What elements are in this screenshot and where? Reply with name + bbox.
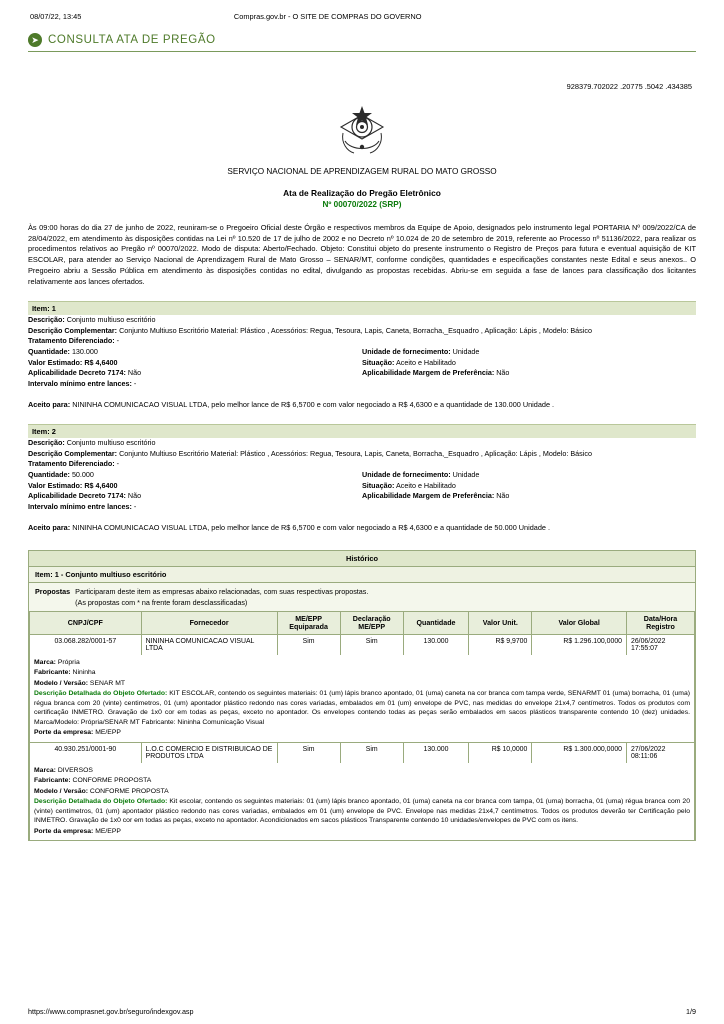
- item-header: Item: 1: [28, 301, 696, 315]
- cell-data-hora: 27/06/2022 08:11:06: [626, 742, 694, 763]
- item-intervalo: [28, 379, 696, 389]
- propostas-table: [29, 612, 695, 841]
- item-aceito-label: Aceito para:: [28, 399, 71, 409]
- item-intervalo-value: -: [133, 379, 137, 389]
- item-margem-label: Aplicabilidade Margem de Preferência:: [362, 368, 495, 378]
- historico-section: [28, 550, 696, 842]
- porte-label: Porte da empresa:: [34, 827, 94, 835]
- table-header-row: [30, 612, 695, 635]
- item-tratamento-label: Tratamento Diferenciado:: [28, 336, 115, 346]
- item-quantidade-row: [28, 470, 696, 481]
- descricao-detalhada-value: Kit escolar, contendo os seguintes materiais: 01 (um) lápis branco apontado, 01 (uma) caneta na cor branca com tampa, 01 (uma) borracha, 01 (uma) régua branca com 20 (vinte) centímetros, 01 (um) apontador plástico redondo nas cores variadas, embalados em 01 (um) envelope de PVC. Envelope nas medidas 21x4,7 centímetros. Todos os produtos deverão ter Certificação pelo INMETRO. Gravação de 1x0 cor em todas as peças, exceto no apontador. Acondicionados em sacos plásticos Transparente contendo 10 unidades/envelopes de PVC com os itens.: [34, 798, 690, 825]
- col-valor-global: Valor Global: [532, 612, 627, 635]
- banner-title: CONSULTA ATA DE PREGÃO: [48, 34, 216, 46]
- cell-fornecedor: L.O.C COMERCIO E DISTRIBUICAO DE PRODUTOS LTDA: [141, 742, 277, 763]
- col-declaracao-me-epp: Declaração ME/EPP: [340, 612, 403, 635]
- print-header: [28, 12, 696, 29]
- item-quantidade-label: Quantidade:: [28, 469, 70, 479]
- modelo-value: SENAR MT: [89, 679, 126, 687]
- cell-valor-global: R$ 1.296.100,0000: [532, 634, 627, 655]
- propostas-subtext: (As propostas com * na frente foram desclassificadas): [75, 597, 248, 607]
- cell-quantidade: 130.000: [403, 742, 469, 763]
- footer-page-number: 1/9: [686, 1007, 696, 1016]
- modelo-label: Modelo / Versão:: [34, 679, 89, 687]
- col-valor-unit: Valor Unit.: [469, 612, 532, 635]
- item-decreto-value: Não: [127, 368, 142, 378]
- cell-data-hora: 26/06/2022 17:55:07: [626, 634, 694, 655]
- page-footer: [28, 1003, 696, 1016]
- historico-title: Histórico: [29, 551, 695, 567]
- descricao-detalhada-label: Descrição Detalhada do Objeto Ofertado:: [34, 798, 168, 806]
- item-desc-complementar-label: Descrição Complementar:: [28, 325, 118, 335]
- consulta-banner: [28, 29, 696, 52]
- print-datetime: 08/07/22, 13:45: [30, 12, 82, 21]
- col-data-hora: Data/Hora Registro: [626, 612, 694, 635]
- fabricante-label: Fabricante:: [34, 669, 71, 677]
- item-situacao-label: Situação:: [362, 480, 395, 490]
- descricao-detalhada-label: Descrição Detalhada do Objeto Ofertado:: [34, 690, 168, 698]
- item-aceito: [28, 400, 696, 411]
- item-tratamento-label: Tratamento Diferenciado:: [28, 459, 115, 469]
- cell-cnpj: 40.930.251/0001-90: [30, 742, 142, 763]
- item-tratamento-value: -: [116, 459, 120, 469]
- item-margem-value: Não: [496, 491, 510, 501]
- item-valor-estimado-value: R$ 4,6400: [84, 480, 118, 490]
- fabricante-label: Fabricante:: [34, 777, 71, 785]
- item-situacao-label: Situação:: [362, 357, 395, 367]
- item-aceito-text: NININHA COMUNICACAO VISUAL LTDA, pelo melhor lance de R$ 6,5700 e com valor negociado a R$ 4,6300 e a quantidade de 50.000 Unidade .: [72, 522, 551, 532]
- item-quantidade-value: 50.000: [71, 469, 94, 479]
- item-aceito: [28, 523, 696, 534]
- document-number-label: Nº 00070/2022 (SRP): [322, 200, 402, 209]
- item-decreto-row: [28, 491, 696, 502]
- propostas-text: Participaram deste item as empresas abaixo relacionadas, com suas respectivas propostas.: [75, 586, 369, 596]
- item-intervalo: [28, 502, 696, 512]
- item-intervalo-label: Intervalo mínimo entre lances:: [28, 379, 132, 389]
- item-tratamento: [28, 336, 696, 346]
- propostas-label: Propostas: [35, 586, 71, 596]
- porte-label: Porte da empresa:: [34, 729, 94, 737]
- cell-valor-global: R$ 1.300.000,0000: [532, 742, 627, 763]
- item-descricao: [28, 315, 696, 325]
- item-aceito-label: Aceito para:: [28, 522, 71, 532]
- col-quantidade: Quantidade: [403, 612, 469, 635]
- item-decreto-row: [28, 368, 696, 379]
- item-desc-complementar-label: Descrição Complementar:: [28, 448, 118, 458]
- detail-cell: [30, 655, 695, 743]
- modelo-label: Modelo / Versão:: [34, 787, 89, 795]
- item-decreto-label: Aplicabilidade Decreto 7174:: [28, 491, 126, 501]
- item-header: Item: 2: [28, 424, 696, 438]
- item-valor-estimado-label: Valor Estimado:: [28, 480, 83, 490]
- item-situacao-value: Aceito e Habilitado: [395, 480, 456, 490]
- col-cnpj: CNPJ/CPF: [30, 612, 142, 635]
- marca-label: Marca:: [34, 658, 56, 666]
- col-fornecedor: Fornecedor: [141, 612, 277, 635]
- item-situacao-value: Aceito e Habilitado: [395, 357, 456, 367]
- propostas-header: [29, 583, 695, 612]
- porte-value: ME/EPP: [95, 729, 121, 737]
- item-decreto-value: Não: [127, 491, 142, 501]
- marca-value: Própria: [57, 658, 80, 666]
- cell-valor-unit: R$ 10,0000: [469, 742, 532, 763]
- item-unidade-label: Unidade de fornecimento:: [362, 469, 451, 479]
- item-desc-complementar-value: Conjunto Multiuso Escritório Material: Plástico , Acessórios: Regua, Tesoura, Lapis, Caneta, Borracha,_Esquadro , Aplicação: Lápis , Modelo: Básico: [119, 325, 592, 335]
- table-detail-row: [30, 763, 695, 841]
- marca-value: DIVERSOS: [57, 766, 93, 774]
- cell-valor-unit: R$ 9,9700: [469, 634, 532, 655]
- item-decreto-label: Aplicabilidade Decreto 7174:: [28, 368, 126, 378]
- cell-me-epp-equiparada: Sim: [277, 742, 340, 763]
- item-aceito-text: NININHA COMUNICACAO VISUAL LTDA, pelo melhor lance de R$ 6,5700 e com valor negociado a R$ 4,6300 e a quantidade de 130.000 Unidade .: [72, 399, 555, 409]
- item-quantidade-label: Quantidade:: [28, 346, 70, 356]
- cell-declaracao-me-epp: Sim: [340, 742, 403, 763]
- brasil-coat-of-arms-icon: [339, 103, 385, 155]
- col-me-epp-equiparada: ME/EPP Equiparada: [277, 612, 340, 635]
- cell-cnpj: 03.068.282/0001-57: [30, 634, 142, 655]
- table-row: [30, 634, 695, 655]
- item-descricao-label: Descrição:: [28, 438, 65, 448]
- cell-me-epp-equiparada: Sim: [277, 634, 340, 655]
- item-valor-estimado-label: Valor Estimado:: [28, 357, 83, 367]
- cell-declaracao-me-epp: Sim: [340, 634, 403, 655]
- organization-name: SERVIÇO NACIONAL DE APRENDIZAGEM RURAL DO MATO GROSSO: [227, 167, 497, 176]
- item-valor-row: [28, 481, 696, 492]
- footer-url: https://www.comprasnet.gov.br/seguro/indexgov.asp: [28, 1007, 194, 1016]
- cell-quantidade: 130.000: [403, 634, 469, 655]
- item-margem-value: Não: [496, 368, 510, 378]
- detail-cell: [30, 763, 695, 841]
- document-title: Ata de Realização do Pregão Eletrônico: [283, 188, 441, 198]
- document-intro: Às 09:00 horas do dia 27 de junho de 2022, reuniram-se o Pregoeiro Oficial deste Órgão e respectivos membros da Equipe de Apoio, designados pelo instrumento legal PORTARIA Nº 009/2022/CA de 28/04/2022, em atendimento às disposições contidas na Lei nº 10.520 de 17 de julho de 2002 e no Decreto nº 10.024 de 20 de setembro de 2019, referente ao Processo nº 51136/2022, para realizar os procedimentos relativos ao Pregão nº 00070/2022. Modo de disputa: Aberto/Fechado. Objeto: Constitui objeto do presente instrumento o Registro de Preços para futura e eventual aquisição de KIT ESCOLAR, para atender ao Serviço Nacional de Aprendizagem Rural de Mato Grosso – SENAR/MT, conforme condições, quantidades e especificações constantes neste Edital e seus anexos.. O Pregoeiro abriu a Sessão Pública em atendimento às disposições contidas no edital, divulgando as propostas recebidas. Abriu-se em seguida a fase de lances para classificação dos licitantes relativamente aos lances ofertados.: [28, 223, 696, 286]
- print-title: Compras.gov.br - O SITE DE COMPRAS DO GOVERNO: [233, 12, 422, 21]
- modelo-value: CONFORME PROPOSTA: [89, 787, 169, 795]
- item-descricao-label: Descrição:: [28, 315, 65, 325]
- item-desc-complementar: [28, 326, 696, 336]
- item-margem-label: Aplicabilidade Margem de Preferência:: [362, 491, 495, 501]
- item-descricao: [28, 438, 696, 448]
- item-valor-row: [28, 358, 696, 369]
- fabricante-value: CONFORME PROPOSTA: [72, 777, 152, 785]
- marca-label: Marca:: [34, 766, 56, 774]
- item-valor-estimado-value: R$ 4,6400: [84, 357, 118, 367]
- item-unidade-label: Unidade de fornecimento:: [362, 346, 451, 356]
- table-row: [30, 742, 695, 763]
- chevron-right-icon: ➤: [28, 33, 42, 47]
- item-tratamento-value: -: [116, 336, 120, 346]
- item-intervalo-label: Intervalo mínimo entre lances:: [28, 502, 132, 512]
- porte-value: ME/EPP: [95, 827, 121, 835]
- item-desc-complementar: [28, 449, 696, 459]
- item-quantidade-row: [28, 347, 696, 358]
- item-unidade-value: Unidade: [452, 469, 480, 479]
- table-detail-row: [30, 655, 695, 743]
- item-quantidade-value: 130.000: [71, 346, 98, 356]
- cell-fornecedor: NININHA COMUNICACAO VISUAL LTDA: [141, 634, 277, 655]
- item-intervalo-value: -: [133, 502, 137, 512]
- historico-item-title: Item: 1 - Conjunto multiuso escritório: [29, 567, 695, 583]
- item-desc-complementar-value: Conjunto Multiuso Escritório Material: Plástico , Acessórios: Regua, Tesoura, Lapis, Caneta, Borracha,_Esquadro , Aplicação: Lápis , Modelo: Básico: [119, 448, 592, 458]
- item-unidade-value: Unidade: [452, 346, 480, 356]
- fabricante-value: Nininha: [72, 669, 96, 677]
- item-descricao-value: Conjunto multiuso escritório: [66, 315, 156, 325]
- document-number: 928379.702022 .20775 .5042 .434385: [566, 82, 692, 91]
- item-descricao-value: Conjunto multiuso escritório: [66, 438, 156, 448]
- coat-of-arms-wrap: [28, 103, 696, 157]
- item-tratamento: [28, 459, 696, 469]
- descricao-detalhada-value: KIT ESCOLAR, contendo os seguintes materiais: 01 (um) lápis branco apontado, 01 (uma) caneta na cor branca com tampa verde, SENARMT 01 (uma) borracha, 01 (uma) régua branca com 20 (vinte) centimetros, 01 (um) apontador plástico redondo nas cores variadas, embalados em 01 (um) envelope de PVC, nas medidas do envelope 21x4,7 centímetros. Todos os produtos com certificação INMETRO. Gravação de 1x0 cor em todas as peças, exceto no apontador. Os envelopes contendo todas as peças serão embalados em sacos plásticos transparente contendo 10 (dez) unidades. Marca/Modelo: Própria/SENAR MT Fabricante: Nininha Comunicação Visual: [34, 690, 691, 726]
